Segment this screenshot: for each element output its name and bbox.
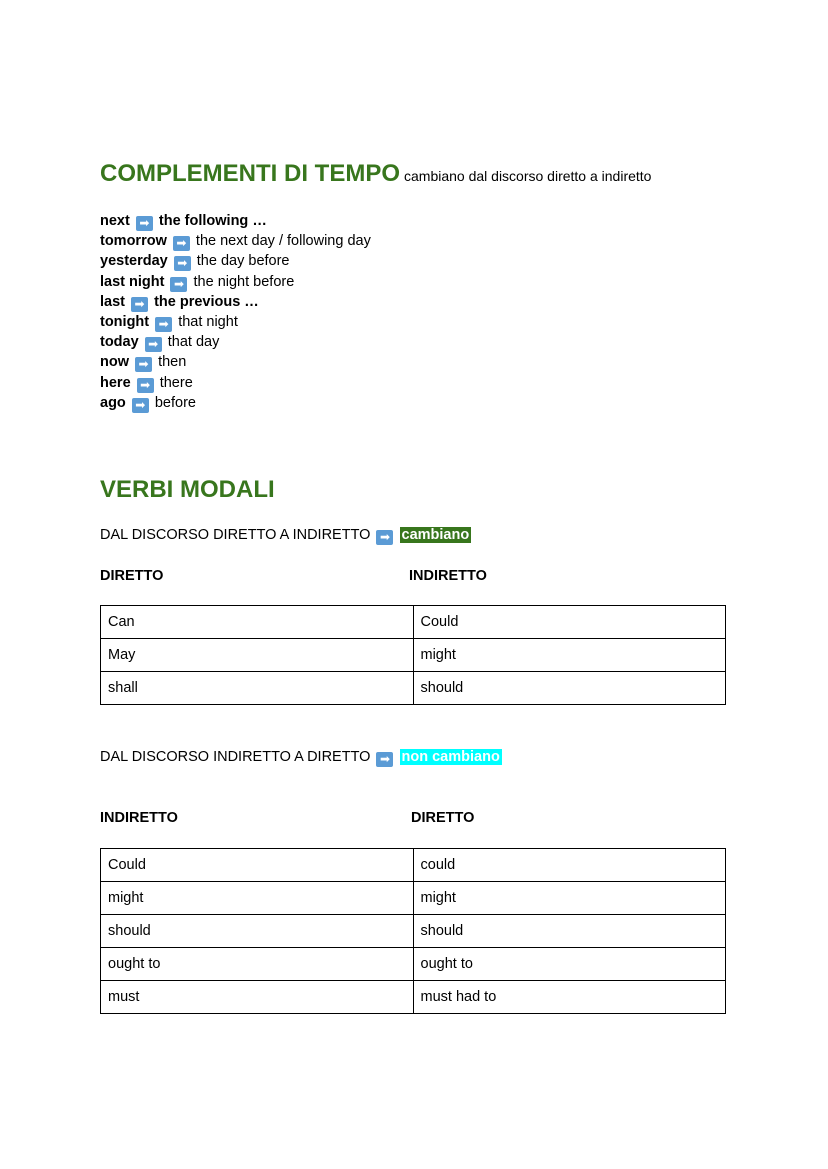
column-header-left-2: INDIRETTO bbox=[100, 810, 178, 826]
arrow-right-icon: ➡ bbox=[174, 256, 191, 271]
time-expression-direct: here bbox=[100, 374, 131, 391]
time-expression-direct: last bbox=[100, 293, 125, 310]
time-expression-direct: yesterday bbox=[100, 253, 168, 270]
table-row bbox=[101, 948, 726, 981]
table-cell-right: should bbox=[413, 672, 726, 705]
time-expression-row bbox=[100, 211, 371, 231]
time-expression-indirect: the night before bbox=[193, 273, 295, 290]
time-expression-indirect: that night bbox=[178, 313, 238, 330]
time-expression-indirect: the day before bbox=[196, 253, 290, 270]
table-row bbox=[101, 849, 726, 882]
time-expression-row bbox=[100, 332, 371, 352]
time-expression-row bbox=[100, 231, 371, 251]
time-expression-row bbox=[100, 272, 371, 292]
time-expression-direct: today bbox=[100, 334, 139, 351]
time-expression-row bbox=[100, 393, 371, 413]
time-expression-indirect: before bbox=[154, 394, 196, 411]
arrow-right-icon: ➡ bbox=[376, 752, 393, 767]
arrow-right-icon: ➡ bbox=[145, 337, 162, 352]
section-title-verbi-modali: VERBI MODALI bbox=[100, 476, 275, 503]
time-expression-direct: tonight bbox=[100, 313, 150, 330]
table-cell-right: ought to bbox=[413, 948, 726, 981]
table-cell-left: Can bbox=[101, 606, 414, 639]
time-expression-indirect: then bbox=[158, 354, 187, 371]
arrow-right-icon: ➡ bbox=[135, 357, 152, 372]
time-expression-row bbox=[100, 373, 371, 393]
table-cell-right: Could bbox=[413, 606, 726, 639]
table-row bbox=[101, 672, 726, 705]
table-row bbox=[101, 981, 726, 1014]
time-expression-direct: next bbox=[100, 213, 130, 229]
table-cell-left: Could bbox=[101, 849, 414, 882]
direct-to-indirect-line bbox=[100, 525, 471, 545]
section-title-text: COMPLEMENTI DI TEMPO bbox=[100, 160, 400, 187]
arrow-right-icon: ➡ bbox=[170, 277, 187, 292]
direct-to-indirect-text: DAL DISCORSO DIRETTO A INDIRETTO bbox=[100, 527, 371, 543]
table-cell-right: must had to bbox=[413, 981, 726, 1014]
time-expression-direct: tomorrow bbox=[100, 233, 167, 250]
table-row bbox=[101, 606, 726, 639]
table-cell-right: should bbox=[413, 915, 726, 948]
table-cell-left: should bbox=[101, 915, 414, 948]
time-expression-row bbox=[100, 292, 371, 312]
time-expression-row bbox=[100, 251, 371, 271]
arrow-right-icon: ➡ bbox=[376, 530, 393, 545]
table-cell-left: May bbox=[101, 639, 414, 672]
arrow-right-icon: ➡ bbox=[155, 317, 172, 332]
arrow-right-icon: ➡ bbox=[136, 216, 153, 231]
time-expression-direct: now bbox=[100, 354, 129, 371]
table-cell-right: could bbox=[413, 849, 726, 882]
indirect-to-direct-text: DAL DISCORSO INDIRETTO A DIRETTO bbox=[100, 749, 371, 765]
column-header-left-1: DIRETTO bbox=[100, 568, 164, 584]
table-row bbox=[101, 639, 726, 672]
arrow-right-icon: ➡ bbox=[131, 297, 148, 312]
time-expression-list bbox=[100, 211, 371, 413]
table-cell-left: must bbox=[101, 981, 414, 1014]
table-cell-left: shall bbox=[101, 672, 414, 705]
highlight-non-cambiano: non cambiano bbox=[401, 749, 500, 765]
arrow-right-icon: ➡ bbox=[137, 378, 154, 393]
modal-verbs-table-direct-indirect bbox=[100, 605, 726, 705]
arrow-right-icon: ➡ bbox=[132, 398, 149, 413]
arrow-right-icon: ➡ bbox=[173, 236, 190, 251]
time-expression-indirect: the following … bbox=[158, 213, 267, 229]
table-row bbox=[101, 882, 726, 915]
time-expression-indirect: that day bbox=[167, 334, 220, 351]
highlight-cambiano: cambiano bbox=[401, 527, 470, 543]
column-header-right-1: INDIRETTO bbox=[409, 568, 487, 584]
table-cell-right: might bbox=[413, 639, 726, 672]
time-expression-row bbox=[100, 312, 371, 332]
section-title-complementi bbox=[100, 160, 651, 190]
indirect-to-direct-line bbox=[100, 747, 502, 767]
table-row bbox=[101, 915, 726, 948]
section-subtitle: cambiano dal discorso diretto a indiretto bbox=[404, 168, 652, 184]
time-expression-indirect: there bbox=[159, 374, 193, 391]
modal-verbs-table-indirect-direct bbox=[100, 848, 726, 1014]
table-cell-left: ought to bbox=[101, 948, 414, 981]
time-expression-indirect: the previous … bbox=[154, 293, 259, 310]
time-expression-direct: last night bbox=[100, 273, 165, 290]
time-expression-row bbox=[100, 352, 371, 372]
table-cell-right: might bbox=[413, 882, 726, 915]
table-cell-left: might bbox=[101, 882, 414, 915]
time-expression-direct: ago bbox=[100, 394, 126, 411]
time-expression-indirect: the next day / following day bbox=[195, 233, 371, 250]
column-header-right-2: DIRETTO bbox=[411, 810, 475, 826]
